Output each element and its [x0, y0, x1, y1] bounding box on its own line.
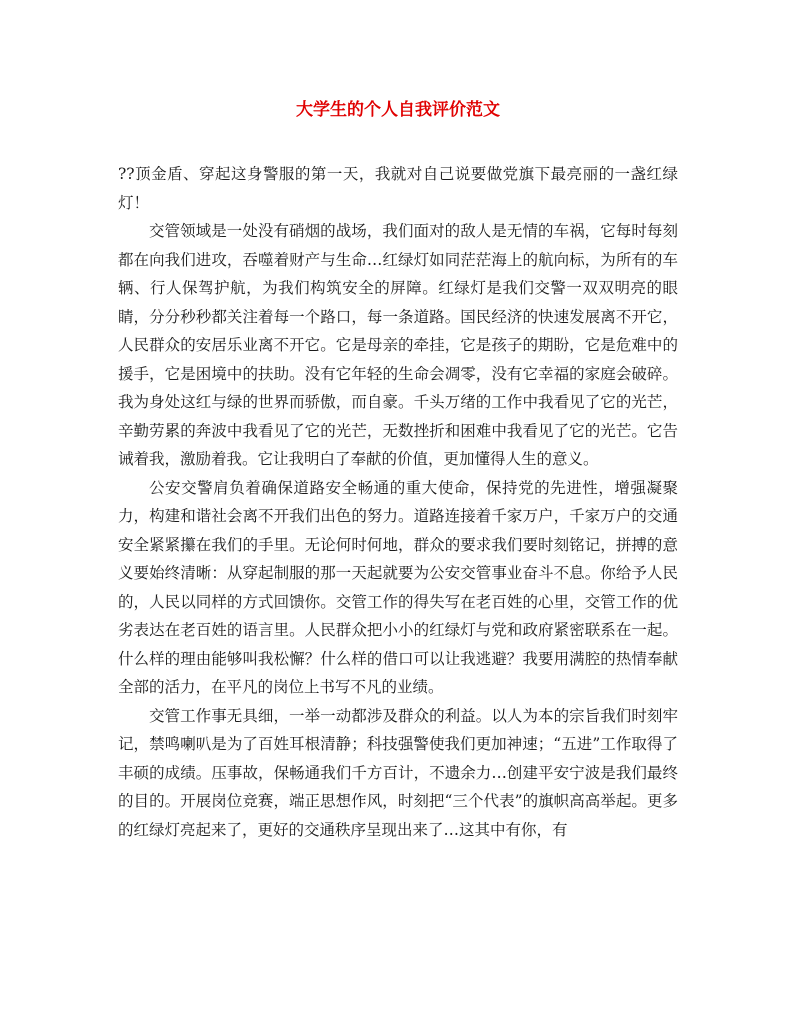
paragraph-1: ??顶金盾、穿起这身警服的第一天，我就对自己说要做党旗下最亮丽的一盏红绿灯！	[118, 165, 678, 212]
paragraph-4: 交管工作事无具细，一举一动都涉及群众的利益。以人为本的宗旨我们时刻牢记，禁鸣喇叭是为了百姓耳根清静；科技强警使我们更加神速；“五进”工作取得了丰硕的成绩。压事故，保畅通我们千方百计，不遗余力…创建平安宁波是我们最终的目的。开展岗位竞赛，端正思想作风，时刻把“三个代表”的旗帜高高举起。更多的红绿灯亮起来了，更好的交通秩序呈现出来了…这其中有你，有	[118, 706, 678, 839]
document-page	[118, 98, 678, 844]
paragraph-2: 交管领域是一处没有硝烟的战场，我们面对的敌人是无情的车祸，它每时每刻都在向我们进攻，吞噬着财产与生命…红绿灯如同茫茫海上的航向标，为所有的车辆、行人保驾护航，为我们构筑安全的屏障。红绿灯是我们交警一双双明亮的眼睛，分分秒秒都关注着每一个路口，每一条道路。国民经济的快速发展离不开它，人民群众的安居乐业离不开它。它是母亲的牵挂，它是孩子的期盼，它是危难中的援手，它是困境中的扶助。没有它年轻的生命会凋零，没有它幸福的家庭会破碎。我为身处这红与绿的世界而骄傲，而自豪。千头万绪的工作中我看见了它的光芒，辛勤劳累的奔波中我看见了它的光芒，无数挫折和困难中我看见了它的光芒。它告诫着我，激励着我。它让我明白了奉献的价值，更加懂得人生的意义。	[118, 222, 678, 468]
document-title: 大学生的个人自我评价范文	[296, 100, 500, 120]
paragraph-3: 公安交警肩负着确保道路安全畅通的重大使命，保持党的先进性，增强凝聚力，构建和谐社会离不开我们出色的努力。道路连接着千家万户，千家万户的交通安全紧紧攥在我们的手里。无论何时何地，群众的要求我们要时刻铭记，拼搏的意义要始终清晰：从穿起制服的那一天起就要为公安交管事业奋斗不息。你给予人民的，人民以同样的方式回馈你。交管工作的得失写在老百姓的心里，交管工作的优劣表达在老百姓的语言里。人民群众把小小的红绿灯与党和政府紧密联系在一起。什么样的理由能够叫我松懈？什么样的借口可以让我逃避？我要用满腔的热情奉献全部的活力，在平凡的岗位上书写不凡的业绩。	[118, 478, 678, 696]
